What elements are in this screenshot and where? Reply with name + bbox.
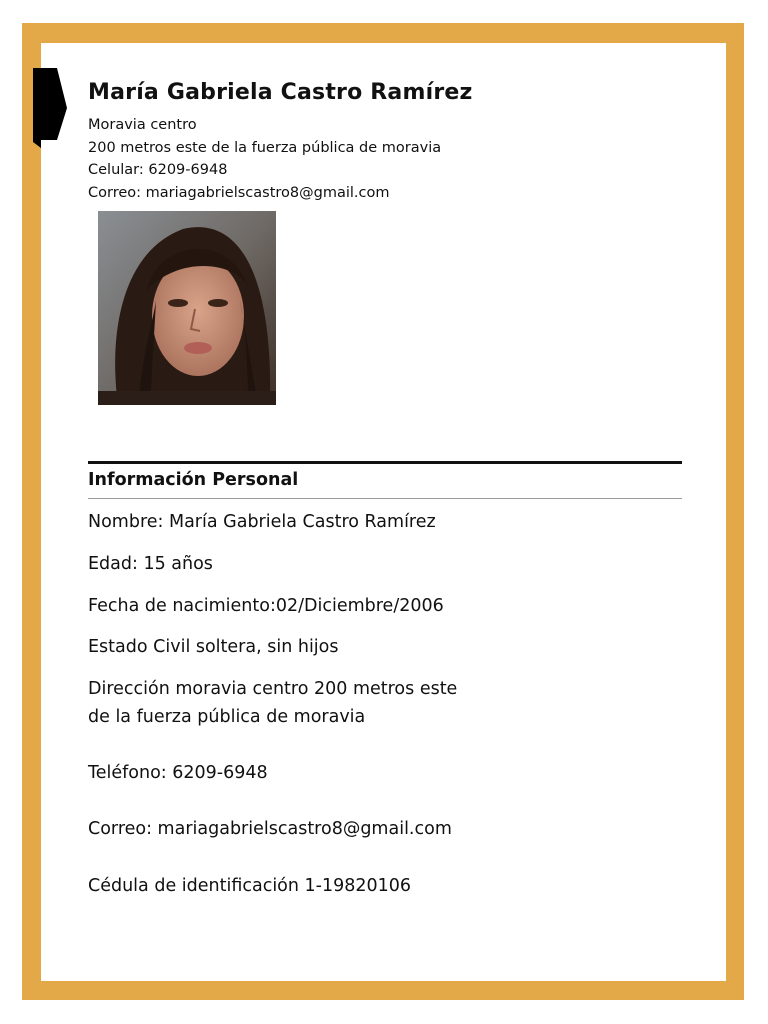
field-age: Edad: 15 años <box>88 554 213 574</box>
field-birthdate: Fecha de nacimiento:02/Diciembre/2006 <box>88 596 444 616</box>
field-email: Correo: mariagabrielscastro8@gmail.com <box>88 819 452 839</box>
field-address-line-2: de la fuerza pública de moravia <box>88 707 366 727</box>
field-id-number: Cédula de identificación 1-19820106 <box>88 876 412 896</box>
profile-photo <box>98 211 276 405</box>
section-tab-marker <box>33 68 67 148</box>
contact-address-line: Moravia centro <box>88 117 197 133</box>
section-title-personal-info: Información Personal <box>88 470 299 490</box>
section-divider-thick <box>88 461 682 464</box>
contact-address-detail: 200 metros este de la fuerza pública de moravia <box>88 139 442 156</box>
candidate-name: María Gabriela Castro Ramírez <box>88 80 473 105</box>
contact-block <box>88 114 441 204</box>
contact-phone: Celular: 6209-6948 <box>88 162 228 178</box>
field-phone: Teléfono: 6209-6948 <box>88 763 268 783</box>
field-name: Nombre: María Gabriela Castro Ramírez <box>88 512 436 532</box>
field-address-line-1: Dirección moravia centro 200 metros este <box>88 679 458 699</box>
section-divider-thin <box>88 498 682 499</box>
field-civil-status: Estado Civil soltera, sin hijos <box>88 637 339 657</box>
contact-email: Correo: mariagabrielscastro8@gmail.com <box>88 184 390 201</box>
